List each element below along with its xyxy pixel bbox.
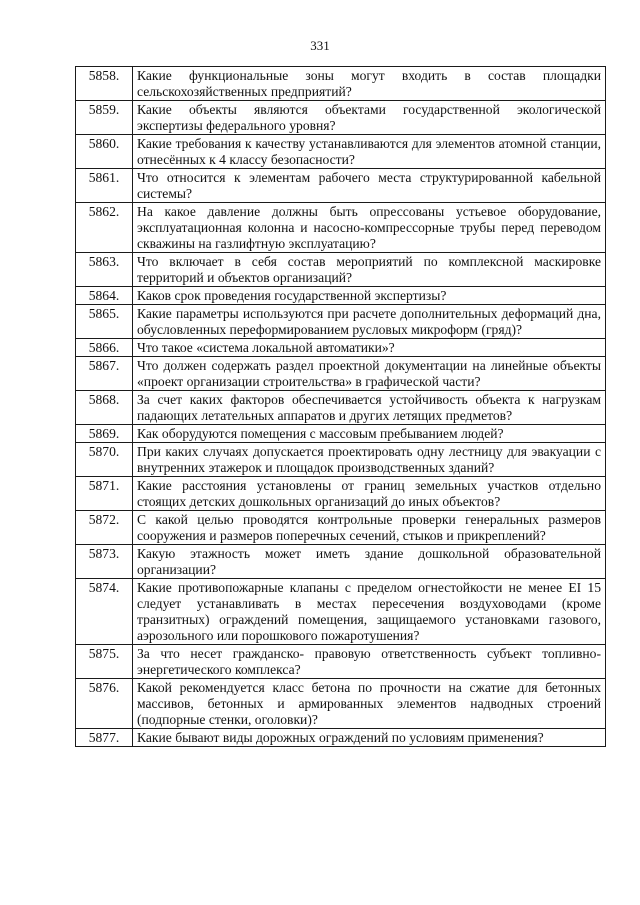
- table-row: [76, 477, 606, 511]
- question-text: Какие требования к качеству устанавливаются для элементов атомной станции, отнесённых к 4 классу безопасности?: [133, 135, 606, 169]
- question-text: При каких случаях допускается проектировать одну лестницу для эвакуации с внутренних этажерок и площадок производственных зданий?: [133, 443, 606, 477]
- question-number: 5877.: [76, 729, 133, 747]
- table-row: [76, 253, 606, 287]
- question-number: 5868.: [76, 391, 133, 425]
- question-text: За счет каких факторов обеспечивается устойчивость объекта к нагрузкам падающих летательных аппаратов и других летящих предметов?: [133, 391, 606, 425]
- question-number: 5864.: [76, 287, 133, 305]
- table-row: [76, 101, 606, 135]
- question-number: 5863.: [76, 253, 133, 287]
- table-row: [76, 645, 606, 679]
- table-row: [76, 357, 606, 391]
- question-number: 5870.: [76, 443, 133, 477]
- question-number: 5865.: [76, 305, 133, 339]
- table-row: [76, 391, 606, 425]
- question-text: За что несет гражданско- правовую ответственность субъект топливно-энергетического комплекса?: [133, 645, 606, 679]
- table-row: [76, 169, 606, 203]
- question-text: Каков срок проведения государственной экспертизы?: [133, 287, 606, 305]
- question-text: Что должен содержать раздел проектной документации на линейные объекты «проект организации строительства» в графической части?: [133, 357, 606, 391]
- question-text: Какие расстояния установлены от границ земельных участков отдельно стоящих детских дошкольных организаций до иных объектов?: [133, 477, 606, 511]
- question-text: Какой рекомендуется класс бетона по прочности на сжатие для бетонных массивов, бетонных и армированных элементов надводных строений (подпорные стенки, оголовки)?: [133, 679, 606, 729]
- table-row: [76, 729, 606, 747]
- table-row: [76, 305, 606, 339]
- question-number: 5871.: [76, 477, 133, 511]
- question-number: 5859.: [76, 101, 133, 135]
- question-text: Какие противопожарные клапаны с пределом огнестойкости не менее EI 15 следует устанавливать в местах пересечения воздуховодами (кроме транзитных) ограждений помещения, защищаемого установками газового, аэрозольного или порошкового пожаротушения?: [133, 579, 606, 645]
- page-number: 331: [310, 38, 330, 53]
- question-text: Что такое «система локальной автоматики»?: [133, 339, 606, 357]
- question-text: Что включает в себя состав мероприятий по комплексной маскировке территорий и объектов организаций?: [133, 253, 606, 287]
- question-number: 5875.: [76, 645, 133, 679]
- question-text: Какие объекты являются объектами государственной экологической экспертизы федерального уровня?: [133, 101, 606, 135]
- question-text: Какие функциональные зоны могут входить в состав площадки сельскохозяйственных предприятий?: [133, 67, 606, 101]
- table-row: [76, 339, 606, 357]
- table-row: [76, 511, 606, 545]
- question-text: Что относится к элементам рабочего места структурированной кабельной системы?: [133, 169, 606, 203]
- table-row: [76, 135, 606, 169]
- questions-table: [75, 66, 606, 747]
- question-number: 5874.: [76, 579, 133, 645]
- question-number: 5866.: [76, 339, 133, 357]
- table-row: [76, 203, 606, 253]
- question-text: С какой целью проводятся контрольные проверки генеральных размеров сооружения и размеров поперечных сечений, стыков и прикреплений?: [133, 511, 606, 545]
- question-number: 5860.: [76, 135, 133, 169]
- question-text: На какое давление должны быть опрессованы устьевое оборудование, эксплуатационная колонна и насосно-компрессорные трубы перед переводом скважины на газлифтную эксплуатацию?: [133, 203, 606, 253]
- question-number: 5869.: [76, 425, 133, 443]
- question-text: Как оборудуются помещения с массовым пребыванием людей?: [133, 425, 606, 443]
- questions-table-body: [76, 67, 606, 747]
- question-text: Какие параметры используются при расчете дополнительных деформаций дна, обусловленных переформированием русловых микроформ (гряд)?: [133, 305, 606, 339]
- table-row: [76, 287, 606, 305]
- table-row: [76, 545, 606, 579]
- question-text: Какую этажность может иметь здание дошкольной образовательной организации?: [133, 545, 606, 579]
- question-number: 5872.: [76, 511, 133, 545]
- question-number: 5861.: [76, 169, 133, 203]
- question-number: 5858.: [76, 67, 133, 101]
- table-row: [76, 67, 606, 101]
- table-row: [76, 579, 606, 645]
- table-row: [76, 425, 606, 443]
- table-row: [76, 443, 606, 477]
- question-number: 5867.: [76, 357, 133, 391]
- question-number: 5873.: [76, 545, 133, 579]
- question-number: 5876.: [76, 679, 133, 729]
- question-number: 5862.: [76, 203, 133, 253]
- table-row: [76, 679, 606, 729]
- question-text: Какие бывают виды дорожных ограждений по условиям применения?: [133, 729, 606, 747]
